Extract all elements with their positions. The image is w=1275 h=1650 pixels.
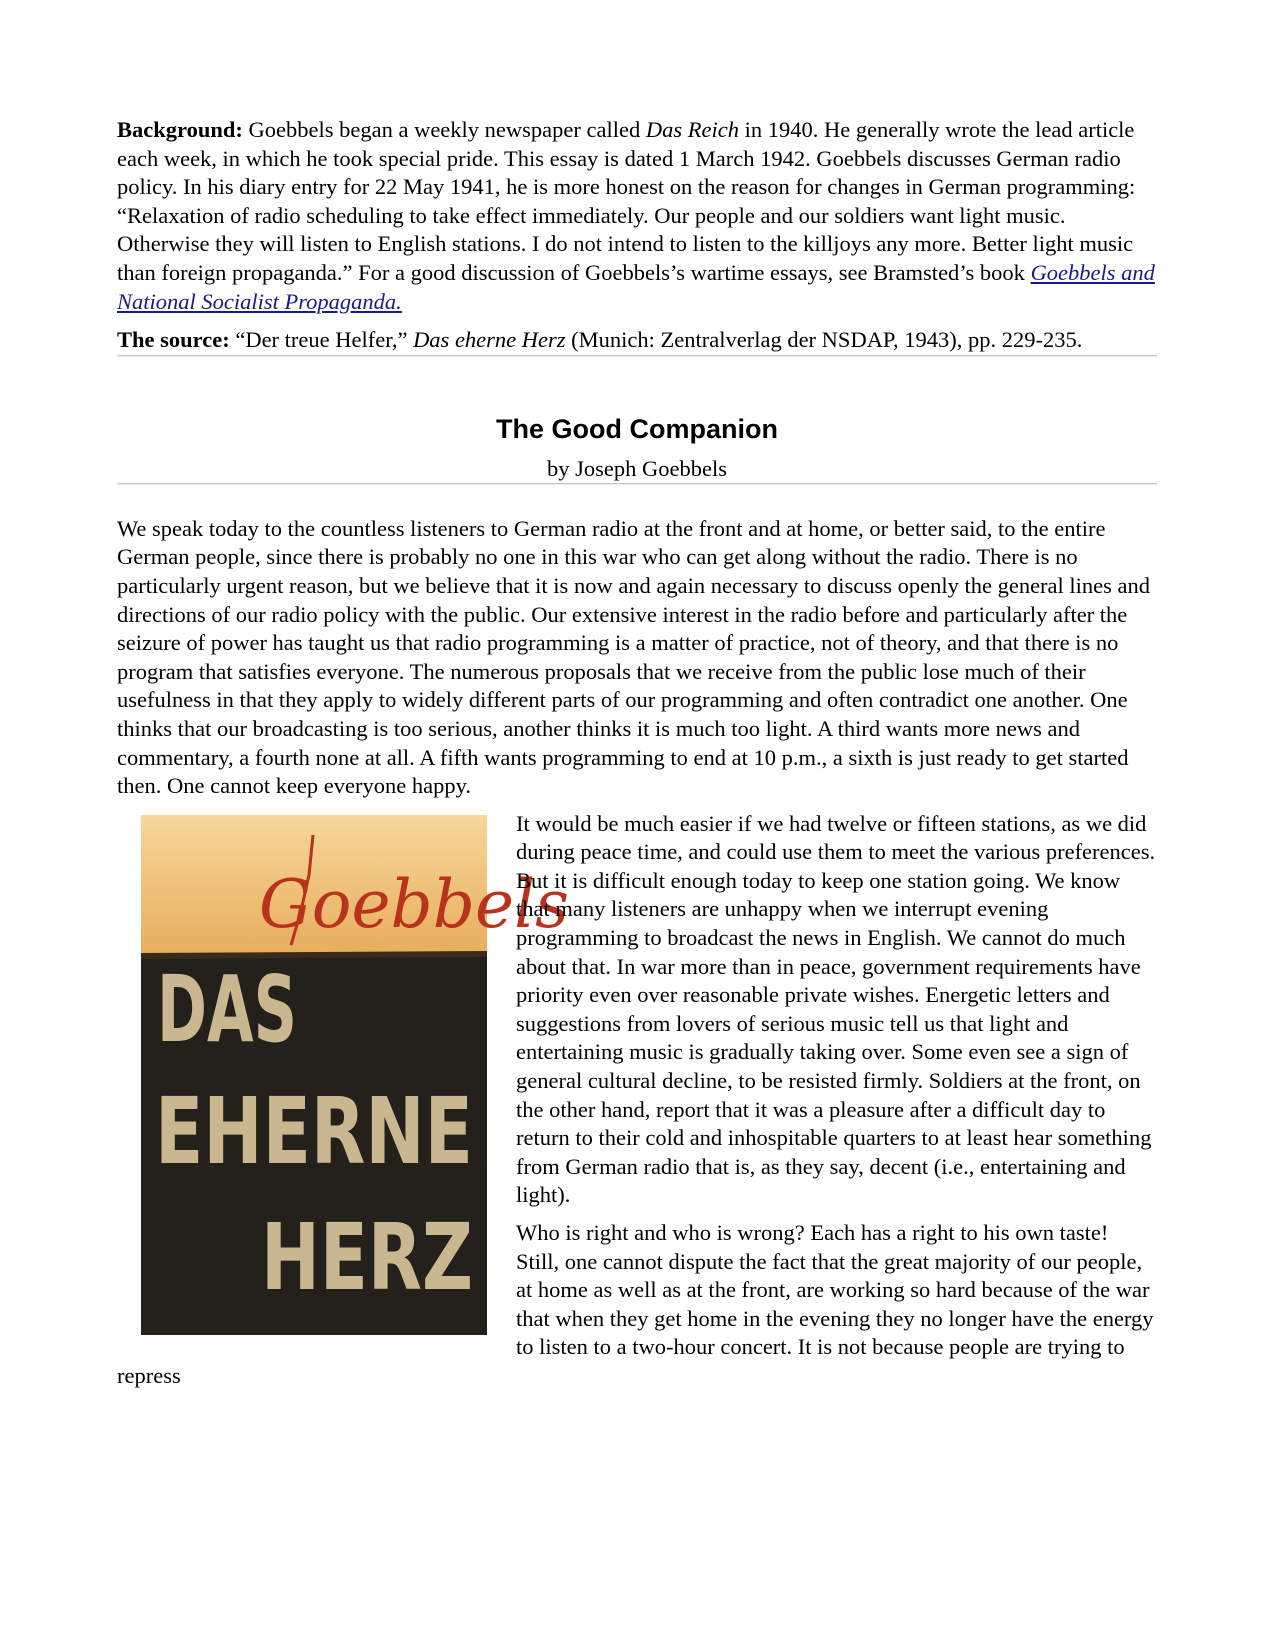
article-title: The Good Companion — [496, 413, 778, 444]
article-paragraph-3: Who is right and who is wrong? Each has a right to his own taste! Still, one cannot dispute the fact that the great majority of our people, at home as well as at the front, are working so hard because of the war that when they get home in the evening they no longer have the energy to listen to a two-hour concert. It is not because people are trying to repress — [117, 1220, 1154, 1388]
cover-author: Goebbels — [259, 865, 570, 943]
book-title: Das eherne Herz — [413, 327, 566, 353]
article-byline: by Joseph Goebbels — [547, 455, 727, 481]
newspaper-title: Das Reich — [645, 117, 739, 142]
cover-line-3: HERZ — [261, 1203, 473, 1311]
source-paragraph: The source: “Der treue Helfer,” Das eherne Herz (Munich: Zentralverlag der NSDAP, 1943), pp. 229-235. — [117, 327, 1083, 353]
cover-line-2: EHERNE — [155, 1077, 473, 1185]
article-paragraph-1: We speak today to the countless listeners to German radio at the front and at home, or better said, to the entire German people, since there is probably no one in this war who can get along without the radio. There is no particularly urgent reason, but we believe that it is now and again necessary to discuss openly the general lines and directions of our radio policy with the public. Our extensive interest in the radio before and particularly after the seizure of power has taught us that radio programming is a matter of practice, not of theory, and that there is no program that satisfies everyone. The numerous proposals that we receive from the public lose much of their usefulness in that they apply to widely different parts of our programming and often contradict one another. One thinks that our broadcasting is too serious, another thinks it is much too light. A third wants more news and commentary, a fourth none at all. A fifth wants programming to end at 10 p.m., a sixth is just ready to get started then. One cannot keep everyone happy. — [117, 515, 1151, 799]
cover-line-1: DAS — [157, 955, 297, 1063]
divider-top — [117, 355, 1157, 357]
background-paragraph: Background: Goebbels began a weekly newspaper called Das Reich in 1940. He generally wrote the lead article each week, in which he took special pride. This essay is dated 1 March 1942. Goebbels discusses German radio policy. In his diary entry for 22 May 1941, he is more honest on the reason for changes in German programming: “Relaxation of radio scheduling to take effect immediately. Our people and our soldiers want light music. Otherwise they will listen to English stations. I do not intend to listen to the killjoys any more. Better light music than foreign propaganda.” For a good discussion of Goebbels’s wartime essays, see Bramsted’s book Goebbels and National Socialist Propaganda. — [117, 117, 1155, 314]
document-content — [117, 116, 1157, 1391]
divider-bottom — [117, 483, 1157, 485]
article-paragraph-2: It would be much easier if we had twelve or fifteen stations, as we did during peace time, and could use them to meet the various preferences. But it is difficult enough today to keep one station going. We know that many listeners are unhappy when we interrupt evening programming to broadcast the news in English. We cannot do much about that. In war more than in peace, government requirements have priority even over reasonable private wishes. Energetic letters and suggestions from lovers of serious music tell us that light and entertaining music is gradually taking over. Some even see a sign of general cultural decline, to be resisted firmly. Soldiers at the front, on the other hand, report that it was a pleasure after a difficult day to return to their cold and inhospitable quarters to at least hear something from German radio that is, as they say, decent (i.e., entertaining and light). — [516, 810, 1156, 1208]
book-cover-figure — [117, 815, 570, 1335]
background-label: Background: — [117, 117, 243, 142]
source-label: The source: — [117, 327, 230, 353]
bramsted-book-link[interactable]: Goebbels and National Socialist Propaganda. — [117, 259, 1155, 314]
book-cover-image — [141, 815, 570, 1335]
